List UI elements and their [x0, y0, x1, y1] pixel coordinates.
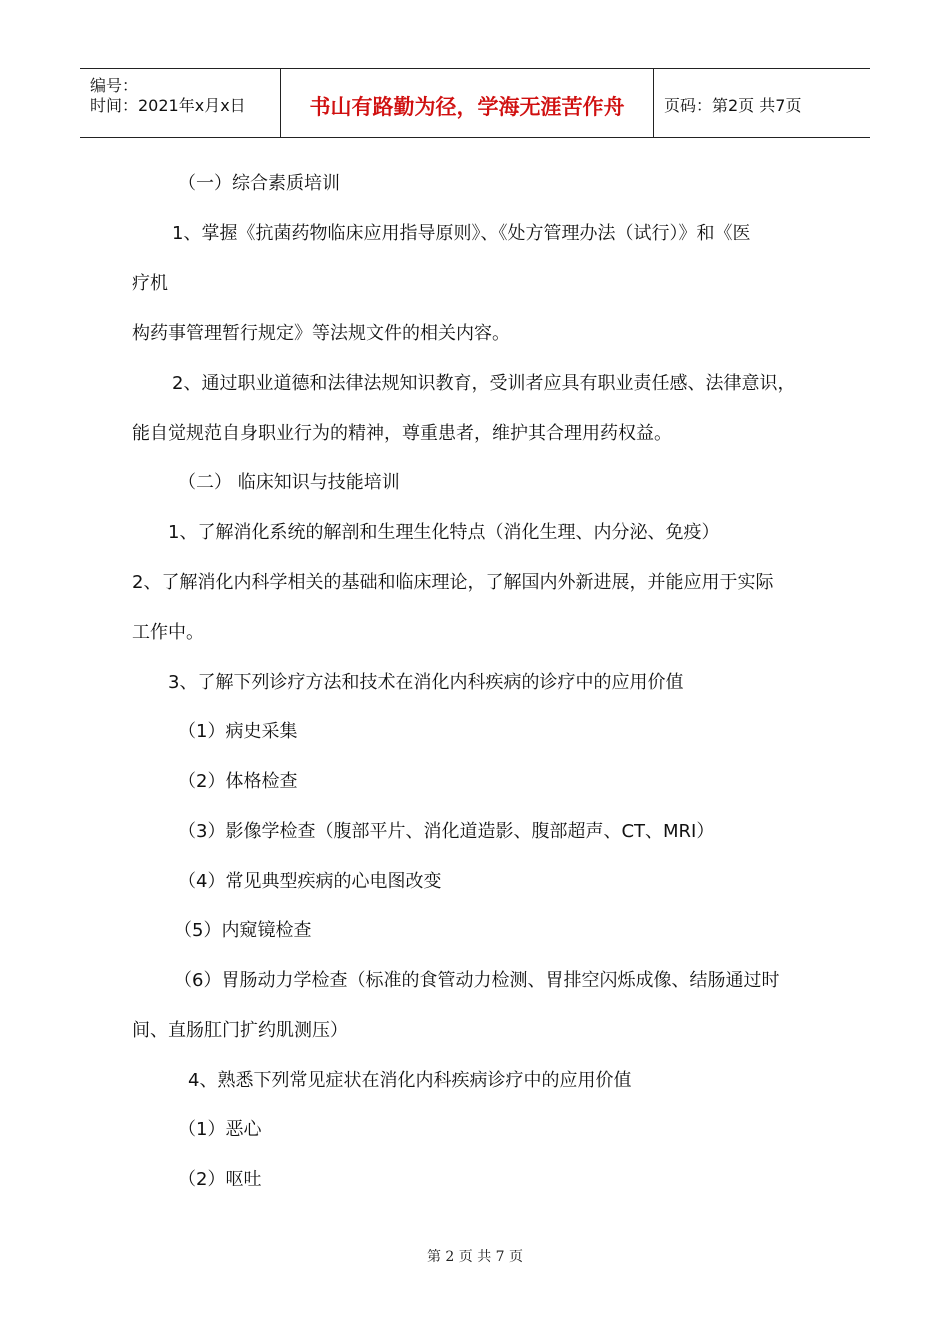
paragraph-line: 疗机	[132, 273, 168, 294]
motto-text: 书山有路勤为径，学海无涯苦作舟	[309, 95, 625, 119]
paragraph-line: 2、了解消化内科学相关的基础和临床理论，了解国内外新进展，并能应用于实际	[132, 572, 774, 593]
header-info-cell	[80, 69, 280, 137]
header-page-label: 页码：第2页 共7页	[664, 96, 802, 115]
section-heading: （二） 临床知识与技能培训	[178, 472, 400, 493]
paragraph-line: 间、直肠肛门扩约肌测压）	[132, 1020, 348, 1041]
list-item: （3）影像学检查（腹部平片、消化道造影、腹部超声、CT、MRI）	[178, 821, 715, 842]
paragraph-line: 4、熟悉下列常见症状在消化内科疾病诊疗中的应用价值	[188, 1070, 632, 1091]
paragraph-line: 2、通过职业道德和法律法规知识教育，受训者应具有职业责任感、法律意识，	[172, 373, 796, 394]
header-page-cell	[654, 69, 870, 137]
paragraph-line: 能自觉规范自身职业行为的精神，尊重患者，维护其合理用药权益。	[132, 423, 672, 444]
list-item: （1）病史采集	[178, 721, 298, 742]
paragraph-line: 3、了解下列诊疗方法和技术在消化内科疾病的诊疗中的应用价值	[168, 672, 684, 693]
list-item: （5）内窥镜检查	[174, 920, 312, 941]
paragraph-line: 1、掌握《抗菌药物临床应用指导原则》、《处方管理办法（试行）》和《医	[172, 223, 751, 244]
paragraph-line: 工作中。	[132, 622, 204, 643]
paragraph-line: 构药事管理暂行规定》等法规文件的相关内容。	[132, 323, 510, 344]
number-label: 编号：	[90, 76, 139, 95]
header-motto-cell	[280, 69, 654, 137]
paragraph-line: 1、了解消化系统的解剖和生理生化特点（消化生理、内分泌、免疫）	[168, 522, 720, 543]
document-header	[80, 68, 870, 138]
page-footer: 第 2 页 共 7 页	[426, 1249, 524, 1265]
list-item: （1）恶心	[178, 1119, 262, 1140]
list-item: （4）常见典型疾病的心电图改变	[178, 871, 442, 892]
list-item: （2）体格检查	[178, 771, 298, 792]
list-item: （6）胃肠动力学检查（标准的食管动力检测、胃排空闪烁成像、结肠通过时	[174, 970, 780, 991]
time-label: 时间：2021年x月x日	[90, 96, 246, 115]
list-item: （2）呕吐	[178, 1169, 262, 1190]
section-heading: （一）综合素质培训	[178, 173, 340, 194]
